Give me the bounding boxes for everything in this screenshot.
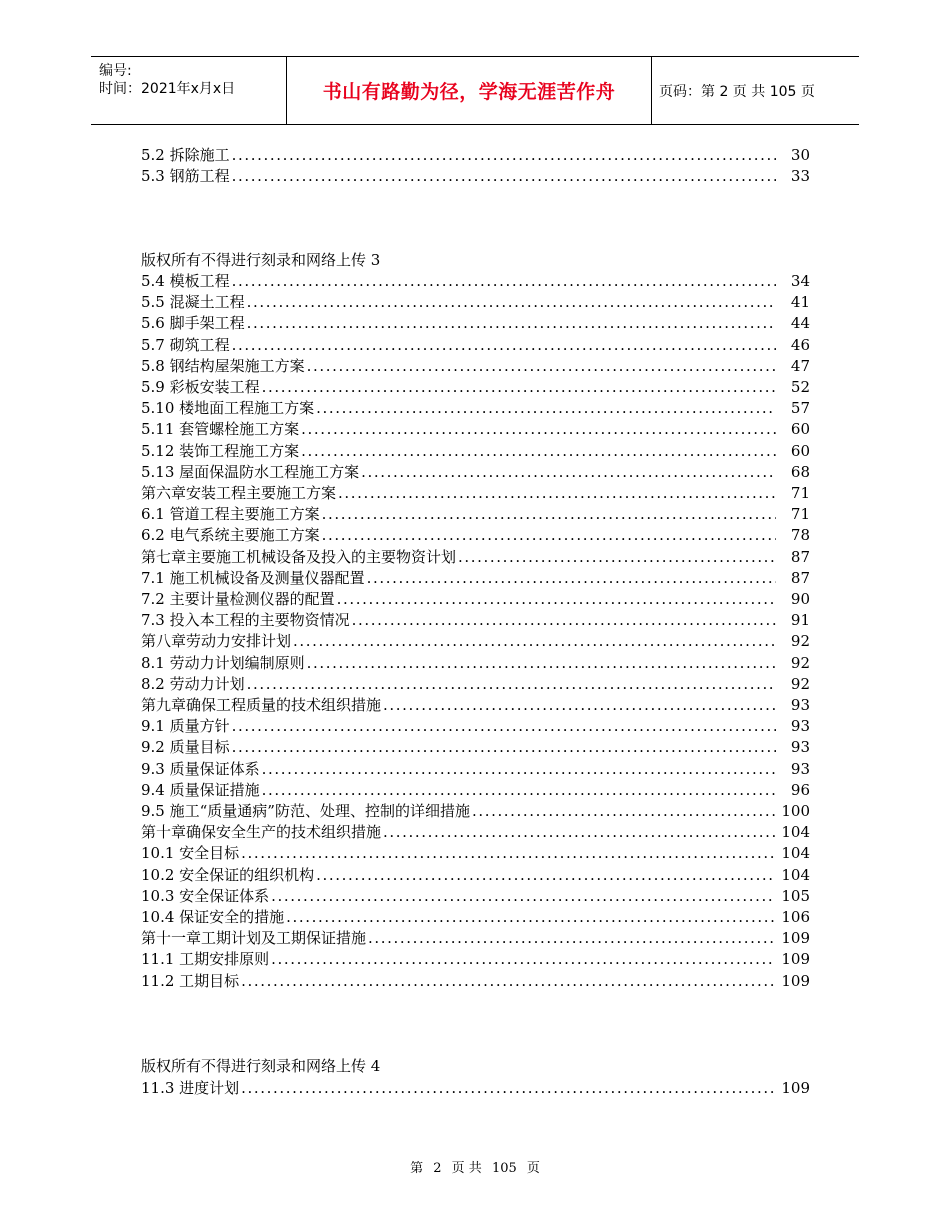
toc-entry-page: 34 <box>790 272 810 290</box>
toc-entry <box>141 864 810 886</box>
toc-entry-title: 9.2 质量目标 <box>141 738 230 757</box>
toc-entry <box>141 355 810 377</box>
header-meta <box>91 57 286 124</box>
footer-mid: 页 共 <box>451 1161 482 1176</box>
toc-entry-page: 44 <box>790 314 810 333</box>
toc-entry-title: 第七章主要施工机械设备及投入的主要物资计划 <box>141 547 457 566</box>
toc-entry-title: 8.2 劳动力计划 <box>141 674 245 693</box>
toc-entry <box>141 376 810 398</box>
toc-entry-page: 52 <box>790 378 810 396</box>
toc-entry <box>141 334 810 356</box>
toc-entry-page: 92 <box>790 632 810 651</box>
toc-entry-title: 第八章劳动力安排计划 <box>141 632 292 651</box>
toc-entry-page: 41 <box>790 293 810 312</box>
toc-entry <box>141 694 810 716</box>
toc-entry-title: 5.8 钢结构屋架施工方案 <box>141 356 305 375</box>
toc-entry-title: 11.1 工期安排原则 <box>141 950 270 969</box>
toc-leader-dots <box>383 821 775 843</box>
toc-entry <box>141 948 810 970</box>
toc-entry <box>141 715 810 737</box>
toc-entry-page: 104 <box>781 865 810 884</box>
toc-entry-page: 100 <box>781 802 810 820</box>
toc-entry <box>141 165 810 187</box>
toc-leader-dots <box>301 440 776 462</box>
toc-entry-page: 30 <box>790 146 810 164</box>
toc-entry-title: 第十章确保安全生产的技术组织措施 <box>141 823 382 842</box>
toc-leader-dots <box>301 418 776 440</box>
toc-entry-title: 5.5 混凝土工程 <box>141 293 245 312</box>
toc-entry <box>141 927 810 949</box>
toc-entry-page: 90 <box>790 590 810 608</box>
toc-entry-title: 9.4 质量保证措施 <box>141 780 260 799</box>
toc-entry-title: 5.13 屋面保温防水工程施工方案 <box>141 462 360 481</box>
toc-entry-title: 5.7 砌筑工程 <box>141 335 230 354</box>
toc-entry-title: 第十一章工期计划及工期保证措施 <box>141 929 367 948</box>
toc-entry-page: 109 <box>781 929 810 948</box>
toc-entry-page: 33 <box>790 167 810 186</box>
toc-leader-dots <box>367 567 776 589</box>
toc-entry-title: 第九章确保工程质量的技术组织措施 <box>141 696 382 714</box>
toc-leader-dots <box>337 588 776 610</box>
toc-leader-dots <box>232 165 776 187</box>
toc-entry <box>141 461 810 483</box>
toc-entry-title: 6.1 管道工程主要施工方案 <box>141 505 320 524</box>
toc-leader-dots <box>247 312 776 334</box>
header-page-cell <box>651 57 859 124</box>
toc-leader-dots <box>241 970 775 992</box>
toc-leader-dots <box>307 355 776 377</box>
toc-entry <box>141 758 810 780</box>
toc-leader-dots <box>316 397 776 419</box>
toc-entry-page: 46 <box>790 335 810 354</box>
toc-leader-dots <box>368 927 775 949</box>
copyright-note: 版权所有不得进行刻录和网络上传 3 <box>141 251 381 269</box>
toc-leader-dots <box>232 715 776 737</box>
header-page-info: 页码：第 2 页 共 105 页 <box>659 83 815 100</box>
toc-entry-title: 6.2 电气系统主要施工方案 <box>141 526 320 545</box>
toc-entry-title: 7.2 主要计量检测仪器的配置 <box>141 590 335 608</box>
toc-entry-page: 87 <box>790 568 810 587</box>
toc-entry-title: 第六章安装工程主要施工方案 <box>141 484 337 502</box>
toc-entry-title: 5.11 套管螺栓施工方案 <box>141 420 300 439</box>
toc-entry-title: 5.10 楼地面工程施工方案 <box>141 399 315 418</box>
toc-entry-page: 78 <box>790 526 810 545</box>
toc-leader-dots <box>286 906 775 928</box>
toc-leader-dots <box>322 503 776 525</box>
toc-leader-dots <box>241 1077 775 1099</box>
toc-entry-title: 5.2 拆除施工 <box>141 146 230 164</box>
toc-leader-dots <box>322 524 776 546</box>
toc-leader-dots <box>458 546 776 568</box>
toc-leader-dots <box>307 652 776 674</box>
toc-leader-dots <box>271 948 775 970</box>
toc-entry-title: 10.2 安全保证的组织机构 <box>141 865 315 884</box>
toc-entry <box>141 503 810 525</box>
toc-entry-page: 60 <box>790 441 810 460</box>
toc-entry-title: 9.5 施工“质量通病”防范、处理、控制的详细措施 <box>141 802 470 820</box>
toc-leader-dots <box>293 630 776 652</box>
toc-leader-dots <box>338 482 776 504</box>
toc-entry <box>141 312 810 334</box>
toc-leader-dots <box>232 144 776 166</box>
toc-entry <box>141 482 810 504</box>
toc-entry-title: 5.9 彩板安装工程 <box>141 378 260 396</box>
toc-leader-dots <box>352 609 776 631</box>
toc-entry-title: 5.6 脚手架工程 <box>141 314 245 333</box>
toc-entry-title: 10.1 安全目标 <box>141 844 240 863</box>
toc-leader-dots <box>472 800 775 822</box>
toc-entry-title: 10.3 安全保证体系 <box>141 886 270 905</box>
toc-entry-title: 5.4 模板工程 <box>141 272 230 290</box>
toc-entry-page: 47 <box>790 356 810 375</box>
toc-entry-page: 96 <box>790 780 810 799</box>
page-header <box>91 56 859 125</box>
toc-entry <box>141 821 810 843</box>
toc-entry <box>141 546 810 568</box>
toc-leader-dots <box>232 736 776 758</box>
toc-entry <box>141 440 810 462</box>
toc-entry <box>141 524 810 546</box>
toc-entry-page: 93 <box>790 759 810 778</box>
toc-entry-page: 93 <box>790 738 810 757</box>
toc-entry <box>141 885 810 907</box>
toc-entry <box>141 144 810 166</box>
toc-entry <box>141 567 810 589</box>
header-motto-cell <box>286 57 652 124</box>
header-motto: 书山有路勤为径，学海无涯苦作舟 <box>322 81 616 103</box>
toc-entry <box>141 673 810 695</box>
toc-entry-title: 11.2 工期目标 <box>141 971 240 990</box>
toc-entry-page: 71 <box>790 484 810 502</box>
toc-entry-page: 93 <box>790 696 810 714</box>
toc-entry <box>141 397 810 419</box>
toc-entry <box>141 652 810 674</box>
document-time: 时间：2021年x月x日 <box>99 81 236 97</box>
toc-entry-page: 105 <box>781 886 810 905</box>
toc-entry <box>141 779 810 801</box>
toc-entry <box>141 842 810 864</box>
toc-entry-page: 92 <box>790 653 810 672</box>
toc-entry-page: 57 <box>790 399 810 418</box>
toc-leader-dots <box>262 376 776 398</box>
toc-leader-dots <box>247 291 776 313</box>
toc-entry-page: 71 <box>790 505 810 524</box>
toc-leader-dots <box>247 673 776 695</box>
toc-entry-page: 106 <box>781 908 810 926</box>
toc-entry <box>141 588 810 610</box>
toc-entry-title: 9.3 质量保证体系 <box>141 759 260 778</box>
toc-entry <box>141 970 810 992</box>
toc-entry <box>141 270 810 292</box>
toc-leader-dots <box>262 779 776 801</box>
toc-leader-dots <box>232 334 776 356</box>
toc-entry-title: 7.3 投入本工程的主要物资情况 <box>141 611 350 630</box>
footer-total-pages: 105 <box>491 1161 517 1176</box>
toc-entry-title: 11.3 进度计划 <box>141 1079 240 1097</box>
toc-entry-page: 60 <box>790 420 810 439</box>
toc-entry <box>141 630 810 652</box>
toc-entry <box>141 800 810 822</box>
toc-entry-page: 109 <box>781 971 810 990</box>
toc-entry-title: 5.12 装饰工程施工方案 <box>141 441 300 460</box>
toc-entry <box>141 736 810 758</box>
toc-entry-page: 87 <box>790 547 810 566</box>
footer-prefix: 第 <box>410 1161 424 1176</box>
toc-entry-title: 8.1 劳动力计划编制原则 <box>141 653 305 672</box>
toc-leader-dots <box>361 461 776 483</box>
footer-page-number: 2 <box>433 1161 442 1176</box>
toc-entry-page: 93 <box>790 717 810 736</box>
toc-entry-page: 109 <box>781 1079 810 1097</box>
document-number-label: 编号: <box>99 63 132 79</box>
page-footer <box>0 1157 950 1176</box>
toc-entry-page: 91 <box>790 611 810 630</box>
toc-entry-page: 104 <box>781 844 810 863</box>
toc-entry <box>141 291 810 313</box>
toc-entry <box>141 906 810 928</box>
toc-leader-dots <box>262 758 776 780</box>
toc-leader-dots <box>271 885 775 907</box>
toc-leader-dots <box>241 842 775 864</box>
toc-entry-page: 68 <box>790 462 810 481</box>
toc-entry-title: 7.1 施工机械设备及测量仪器配置 <box>141 568 365 587</box>
toc-entry-page: 104 <box>781 823 810 842</box>
toc-entry-page: 109 <box>781 950 810 969</box>
toc-leader-dots <box>383 694 776 716</box>
toc-entry-title: 10.4 保证安全的措施 <box>141 908 285 926</box>
toc-entry <box>141 1077 810 1099</box>
toc-entry-title: 9.1 质量方针 <box>141 717 230 736</box>
toc-entry <box>141 418 810 440</box>
toc-entry-title: 5.3 钢筋工程 <box>141 167 230 186</box>
toc-leader-dots <box>232 270 776 292</box>
footer-suffix: 页 <box>526 1161 540 1176</box>
copyright-note: 版权所有不得进行刻录和网络上传 4 <box>141 1057 381 1075</box>
toc-entry <box>141 609 810 631</box>
toc-leader-dots <box>316 864 775 886</box>
toc-entry-page: 92 <box>790 674 810 693</box>
